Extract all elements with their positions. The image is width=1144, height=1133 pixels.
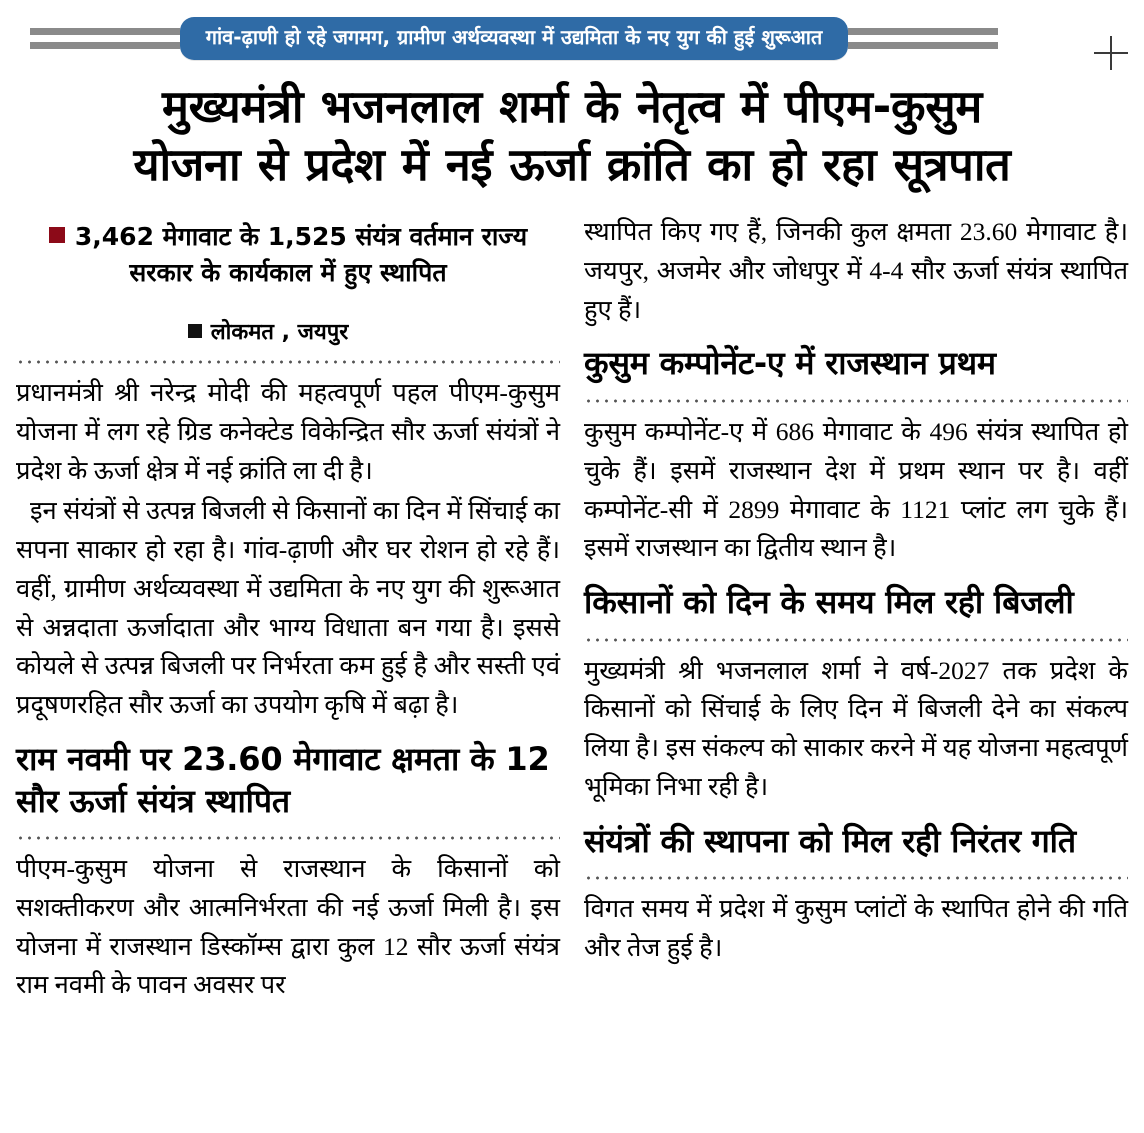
square-bullet-icon — [49, 227, 65, 243]
paragraph: विगत समय में प्रदेश में कुसुम प्लांटों के स्थापित होने की गति और तेज हुई है। — [584, 894, 1128, 962]
paragraph: इन संयंत्रों से उत्पन्न बिजली से किसानों का दिन में सिंचाई का सपना साकार हो रहा है। गांव-ढ़ाणी और घर रोशन हो रहे हैं। वहीं, ग्रामीण अर्थव्यवस्था में उद्यमिता के नए युग की शुरूआत से अन्नदाता ऊर्जादाता और भाग्य विधाता बन गया है। इससे कोयले से उत्पन्न बिजली पर निर्भरता कम हुई है और सस्ती एवं प्रदूषणरहित सौर ऊर्जा का उपयोग कृषि में बढ़ा है। — [16, 496, 560, 720]
paragraph: प्रधानमंत्री श्री नरेन्द्र मोदी की महत्वपूर्ण पहल पीएम-कुसुम योजना में लग रहे ग्रिड कनेक्टेड विकेन्द्रित सौर ऊर्जा संयंत्रों ने प्रदेश के ऊर्जा क्षेत्र में नई क्रांति ला दी है। — [16, 378, 560, 485]
dotted-divider — [16, 836, 560, 840]
section-heading: संयंत्रों की स्थापना को मिल रही निरंतर गति — [584, 821, 1076, 860]
kicker-banner-row — [0, 8, 1144, 68]
deck-text: 3,462 मेगावाट के 1,525 संयंत्र वर्तमान राज्य सरकार के कार्यकाल में हुए स्थापित — [74, 222, 528, 287]
article-columns — [0, 197, 1144, 1007]
rule-line — [30, 42, 180, 49]
section-heading: राम नवमी पर 23.60 मेगावाट क्षमता के 12 सौर ऊर्जा संयंत्र स्थापित — [16, 739, 550, 820]
dotted-divider — [584, 399, 1128, 403]
rule-line — [848, 42, 998, 49]
square-bullet-icon — [188, 324, 202, 338]
headline-line-2: योजना से प्रदेश में नई ऊर्जा क्रांति का हो रहा सूत्रपात — [133, 137, 1011, 191]
section-heading: किसानों को दिन के समय मिल रही बिजली — [584, 583, 1074, 622]
kicker-banner-text: गांव-ढ़ाणी हो रहे जगमग, ग्रामीण अर्थव्यवस्था में उद्यमिता के नए युग की हुई शुरूआत — [180, 17, 849, 60]
paragraph: पीएम-कुसुम योजना से राजस्थान के किसानों को सशक्तीकरण और आत्मनिर्भरता की नई ऊर्जा मिली है। इस योजना में राजस्थान डिस्कॉम्स द्वारा कुल 12 सौर ऊर्जा संयंत्र राम नवमी के पावन अवसर पर — [16, 854, 560, 1000]
paragraph-continuation: स्थापित किए गए हैं, जिनकी कुल क्षमता 23.60 मेगावाट है। जयपुर, अजमेर और जोधपुर में 4-4 सौर ऊर्जा संयंत्र स्थापित हुए हैं। — [584, 217, 1128, 324]
page-title — [0, 68, 1144, 197]
byline-text: लोकमत , जयपुर — [210, 320, 349, 346]
byline — [16, 290, 560, 346]
rule-line — [848, 28, 998, 35]
dotted-divider — [584, 638, 1128, 642]
dotted-divider — [16, 360, 560, 364]
decorative-rules-left — [0, 28, 180, 49]
paragraph: कुसुम कम्पोनेंट-ए में 686 मेगावाट के 496 संयंत्र स्थापित हो चुके हैं। इसमें राजस्थान देश में प्रथम स्थान पर है। वहीं कम्पोनेंट-सी में 2899 मेगावाट के 1121 प्लांट लग चुके हैं। इसमें राजस्थान का द्वितीय स्थान है। — [584, 417, 1128, 563]
right-column — [584, 213, 1128, 970]
dotted-divider — [584, 876, 1128, 880]
article-deck — [16, 213, 560, 290]
paragraph: मुख्यमंत्री श्री भजनलाल शर्मा ने वर्ष-2027 तक प्रदेश के किसानों को सिंचाई के लिए दिन में बिजली देने का संकल्प लिया है। इस संकल्प को साकार करने में यह योजना महत्वपूर्ण भूमिका निभा रही है। — [584, 655, 1128, 801]
registration-crop-mark-icon — [1094, 36, 1128, 70]
section-heading: कुसुम कम्पोनेंट-ए में राजस्थान प्रथम — [584, 344, 996, 383]
left-column — [16, 213, 560, 1007]
rule-line — [30, 28, 180, 35]
headline-line-1: मुख्यमंत्री भजनलाल शर्मा के नेतृत्व में पीएम-कुसुम — [162, 80, 982, 133]
